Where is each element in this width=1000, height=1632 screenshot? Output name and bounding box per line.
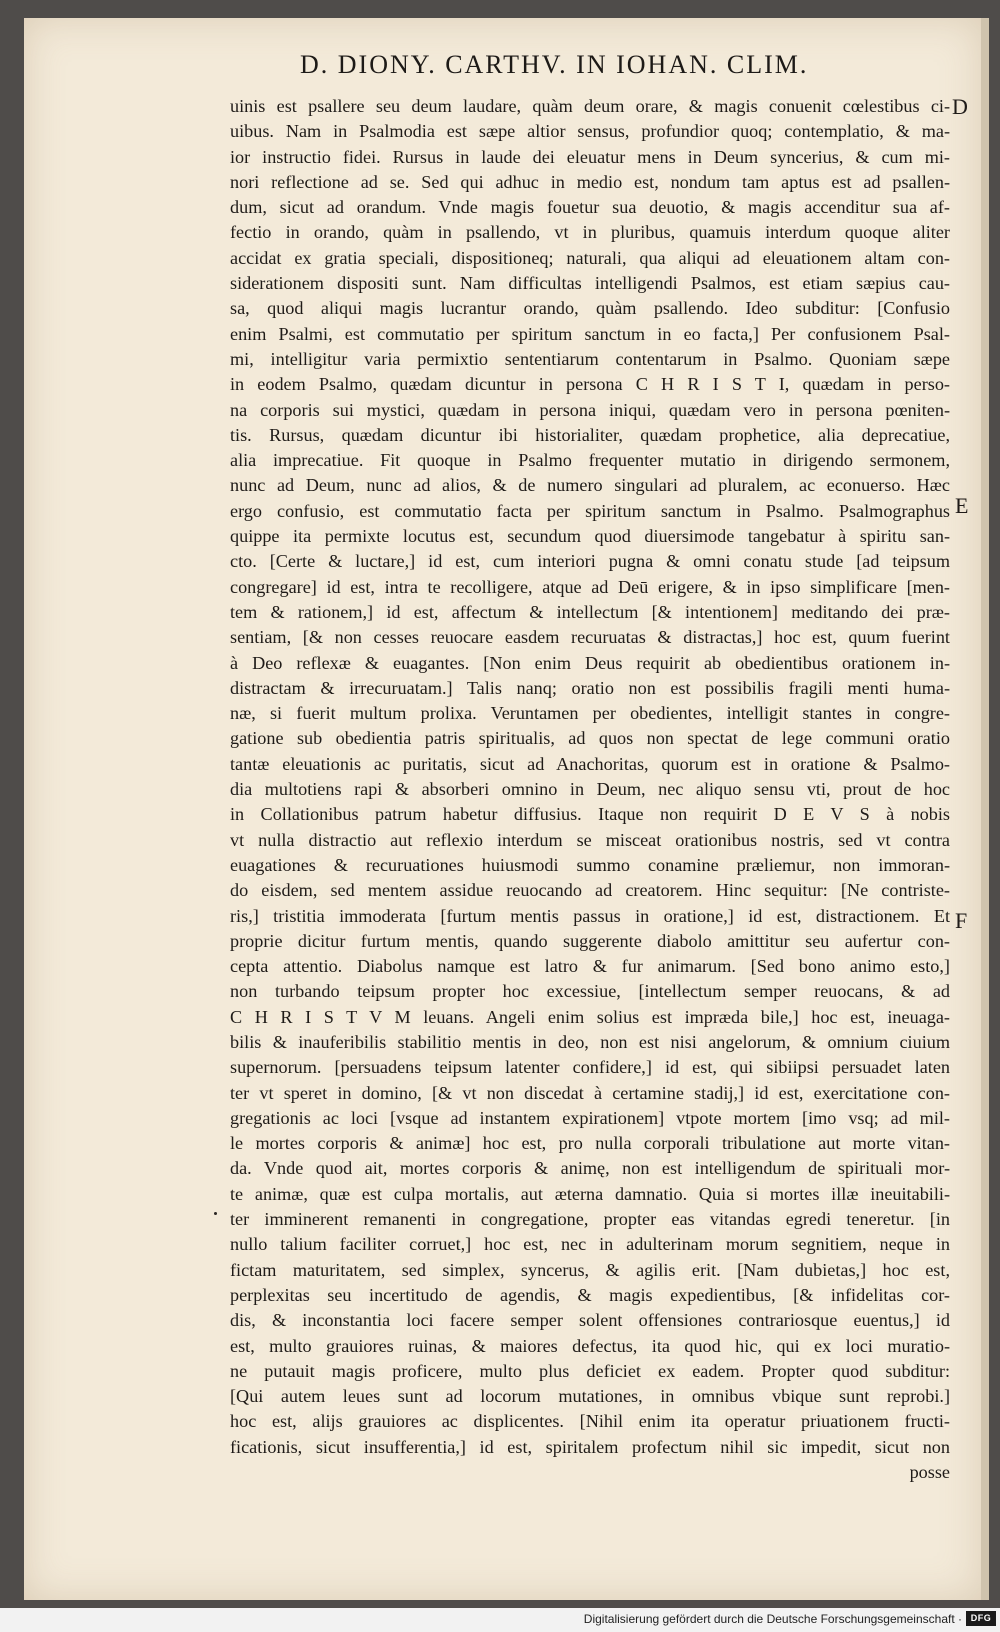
- text-line: perplexitas seu incertitudo de agendis, & magis expedientibus, [& infidelitas cor-: [230, 1284, 950, 1305]
- text-line: [Qui autem leues sunt ad locorum mutationes, in omnibus vbique sunt reprobi.]: [230, 1386, 950, 1407]
- text-line: tantæ eleuationis ac puritatis, sicut ad Anachoritas, quorum est in oratione & Psalmo-: [230, 753, 950, 774]
- text-line: ris,] tristitia immoderata [furtum mentis passus in oratione,] id est, distractionem. Et: [230, 905, 950, 926]
- text-line: nullo talium faciliter corruet,] hoc est, nec in adulterinam morum segnitiem, neque in: [230, 1234, 950, 1255]
- dfg-logo-icon: DFG: [966, 1611, 996, 1626]
- text-line: ergo confusio, est commutatio facta per spiritum sanctum in Psalmo. Psalmographus: [230, 500, 950, 521]
- text-line: quippe ita permixte locutus est, secundum quod diuersimode tangebatur à spiritu san-: [230, 526, 950, 547]
- text-line: le mortes corporis & animæ] hoc est, pro nulla corporali tribulatione aut morte vitan-: [230, 1133, 950, 1154]
- text-line: ficationis, sicut insufferentia,] id est, spiritalem profectum nihil sic impedit, sicut non: [230, 1436, 950, 1457]
- text-line: ter vt speret in domino, [& vt non discedat à certamine stadij,] id est, exercitatione con-: [230, 1082, 950, 1103]
- text-line: hoc est, alijs grauiores ac displicentes. [Nihil enim ita operatur priuationem fructi-: [230, 1411, 950, 1432]
- text-line: siderationem dispositi sunt. Nam difficultas intelligendi Psalmos, est etiam sæpius cau-: [230, 273, 950, 294]
- text-line: ter imminerent remanenti in congregatione, propter eas vitandas egredi teneretur. [in: [230, 1209, 950, 1230]
- text-line: euagationes & recuruationes huiusmodi summo conamine præliemur, non immoran-: [230, 854, 950, 875]
- text-line: à Deo reflexæ & euagantes. [Non enim Deus requirit ab obedientibus orationem in-: [230, 652, 950, 673]
- text-line: te animæ, quæ est culpa mortalis, aut æterna damnatio. Quia si mortes illæ ineuitabili-: [230, 1183, 950, 1204]
- text-line: fictam maturitatem, sed simplex, syncerus, & agilis erit. [Nam dubietas,] hoc est,: [230, 1259, 950, 1280]
- text-line: ne putauit magis proficere, multo plus deficiet ex eadem. Propter quod subditur:: [230, 1360, 950, 1381]
- margin-letter-d: D: [952, 94, 968, 119]
- text-line: sentiam, [& non cesses reuocare easdem recuruatas & distractas,] hoc est, quum fuerint: [230, 627, 950, 648]
- text-line: næ, si fuerit multum prolixa. Veruntamen per obedientes, intelligit stantes in congre-: [230, 703, 950, 724]
- text-line: in Collationibus patrum habetur diffusius. Itaque non requirit D E V S à nobis: [230, 804, 950, 825]
- text-line: bilis & inauferibilis stabilitio mentis in deo, non est nisi angelorum, & omnium ciuium: [230, 1031, 950, 1052]
- text-line: dum, sicut ad orandum. Vnde magis fouetur sua deuotio, & magis accenditur sua af-: [230, 197, 950, 218]
- text-line: fectio in orando, quàm in psallendo, vt in pluribus, quamuis interdum quoque aliter: [230, 222, 950, 243]
- text-line: gatione sub obedientia patris spiritualis, ad quos non spectat de lege communi oratio: [230, 728, 950, 749]
- text-line: non turbando teipsum propter hoc excessiue, [intellectum semper reuocans, & ad: [230, 981, 950, 1002]
- page-edge: [981, 18, 989, 1600]
- margin-letter-f: F: [955, 908, 968, 933]
- text-line: congregare] id est, intra te recolligere, atque ad Deū erigere, & in ipso simplificare [men-: [230, 576, 950, 597]
- text-line: ior instructio fidei. Rursus in laude dei eleuatur mens in Deum syncerius, & cum mi-: [230, 146, 950, 167]
- text-line: da. Vnde quod ait, mortes corporis & animę, non est intelligendum de spirituali mor-: [230, 1158, 950, 1179]
- text-line: supernorum. [persuadens teipsum latenter confidere,] id est, qui sibiipsi persuadet laten: [230, 1057, 950, 1078]
- running-head: D. DIONY. CARTHV. IN IOHAN. CLIM.: [300, 50, 809, 79]
- text-line: nori reflectione ad se. Sed qui adhuc in medio est, nondum tam aptus est ad psallen-: [230, 171, 950, 192]
- margin-letter-e: E: [955, 493, 969, 518]
- text-line: mi, intelligitur varia permixtio sententiarum contentarum in Psalmo. Quoniam sæpe: [230, 348, 950, 369]
- text-line: alia imprecatiue. Fit quoque in Psalmo frequenter mutatio in dirigendo sermonem,: [230, 450, 950, 471]
- text-line: sa, quod aliqui magis lucrantur orando, quàm psallendo. Ideo subditur: [Confusio: [230, 298, 950, 319]
- text-line: uinis est psallere seu deum laudare, quàm deum orare, & magis conuenit cœlestibus ci-: [230, 96, 950, 116]
- text-line: cepta attentio. Diabolus namque est latro & fur animarum. [Sed bono animo esto,]: [230, 956, 950, 977]
- text-line: posse: [909, 1462, 950, 1483]
- text-line: est, multo grauiores ruinas, & maiores defectus, ita quod hic, qui ex loci muratio-: [230, 1335, 950, 1356]
- text-line: vt nulla distractio aut reflexio interdum se misceat orationibus nostris, sed vt contra: [230, 829, 950, 850]
- funding-credit: Digitalisierung gefördert durch die Deutsche Forschungsgemeinschaft ·: [583, 1612, 962, 1626]
- text-line: distractam & irrecuruatam.] Talis nanq; oratio non est possibilis fragili menti huma-: [230, 677, 950, 698]
- text-line: accidat ex gratia speciali, dispositioneq; naturali, qua aliqui ad eleuationem altam con-: [230, 247, 950, 268]
- body-text: [230, 94, 950, 1485]
- text-line: tem & rationem,] id est, affectum & intellectum [& intentionem] meditando dei præ-: [230, 601, 950, 622]
- text-line: gregationis ac loci [vsque ad instantem expirationem] vtpote mortem [imo vsq; ad mil-: [230, 1107, 950, 1128]
- text-line: in eodem Psalmo, quædam dicuntur in persona C H R I S T I, quædam in perso-: [230, 374, 950, 395]
- text-line: nunc ad Deum, nunc ad alios, & de numero singulari ad pluralem, ac econuerso. Hæc: [230, 475, 950, 496]
- text-line: proprie dicitur furtum mentis, quando suggerente diabolo amittitur seu aufertur con-: [230, 930, 950, 951]
- text-line: C H R I S T V M leuans. Angeli enim solius est impræda bile,] hoc est, ineuaga-: [230, 1006, 950, 1027]
- text-line: na corporis sui mystici, quædam in persona iniqui, quædam vero in persona pœniten-: [230, 399, 950, 420]
- text-line: tis. Rursus, quædam dicuntur ibi historialiter, quædam prophetice, alia deprecatiue,: [230, 424, 950, 445]
- text-line: dis, & inconstantia loci facere semper solent offensiones contrariosque euentus,] id: [230, 1310, 950, 1331]
- ink-dot: [214, 1212, 217, 1215]
- text-line: cto. [Certe & luctare,] id est, cum interiori pugna & omni conatu stude [ad teipsum: [230, 551, 950, 572]
- text-line: dia multotiens rapi & absorberi omnino in Deum, nec aliquo sensu vti, prout de hoc: [230, 779, 950, 800]
- text-line: uibus. Nam in Psalmodia est sæpe altior sensus, profundior quoq; contemplatio, & ma-: [230, 121, 950, 142]
- text-line: do eisdem, sed mentem assidue reuocando ad creatorem. Hinc sequitur: [Ne contriste-: [230, 880, 950, 901]
- text-line: enim Psalmi, est commutatio per spiritum sanctum in eo facta,] Per confusionem Psal-: [230, 323, 950, 344]
